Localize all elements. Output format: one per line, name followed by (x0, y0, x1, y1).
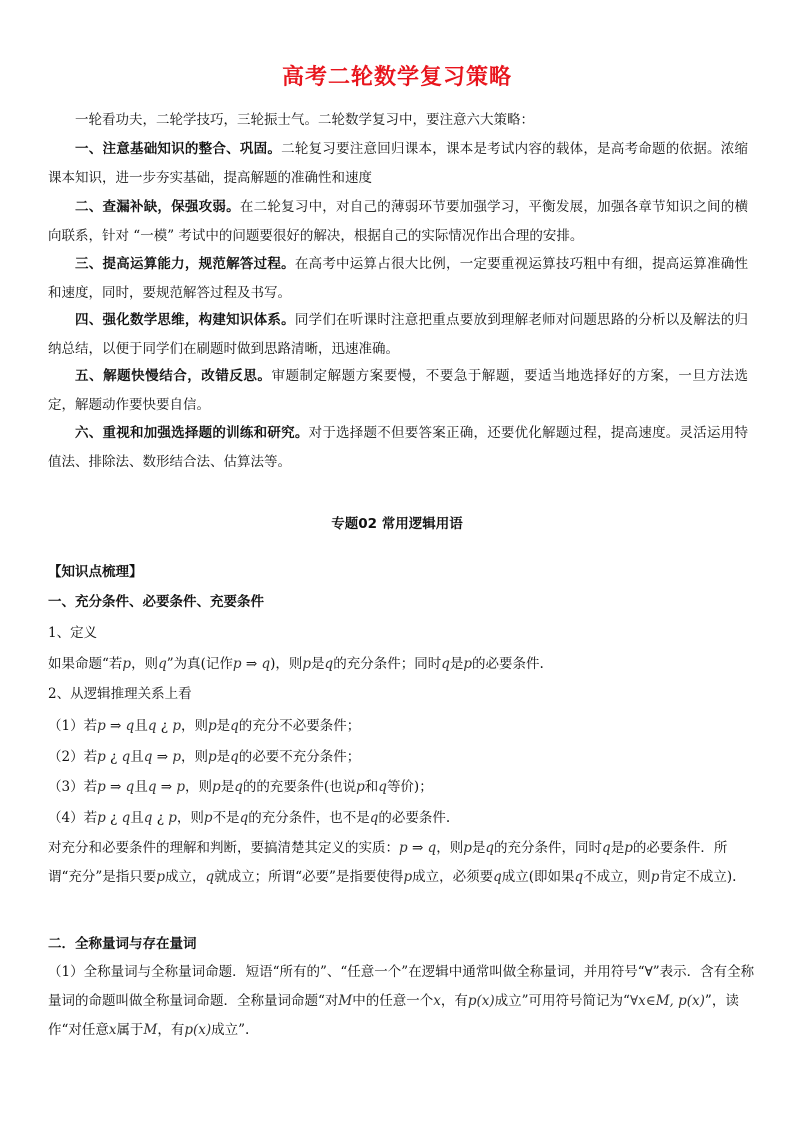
text-fragment: 是 (216, 749, 231, 765)
math-p: p (97, 810, 106, 826)
math-q: q (158, 656, 167, 672)
strategy-text: 审题制定解题方案要慢，不要急于解题，要适当地选择好的方案，一旦方法选定，解题动作要快要自信。 (48, 368, 749, 413)
math-q: q (234, 779, 243, 795)
text-fragment: 的充分不必要条件； (238, 718, 361, 734)
text-fragment: 是 (610, 840, 625, 856)
case-line (48, 808, 760, 828)
text-fragment: 是 (311, 656, 325, 672)
math-operator: ¿ (160, 718, 169, 734)
strategy-text: 二轮复习要注意回归课本，课本是考试内容的载体，是高考命题的依据。浓缩课本知识，进一步夯实基础，提高解题的准确性和速度 (48, 141, 748, 186)
section-heading: 二．全称量词与存在量词 (48, 936, 197, 952)
strategy-heading: 一、注意基础知识的整合、巩固。 (75, 141, 282, 157)
section-heading: 一、充分条件、必要条件、充要条件 (48, 594, 264, 610)
text-fragment: 是 (471, 840, 486, 856)
text-fragment: ”为真(记作 (166, 656, 233, 672)
math-p: p (97, 779, 106, 795)
quantifier-paragraph (48, 958, 760, 1045)
math-p: p (203, 810, 213, 826)
text-fragment: 成立，必须要 (412, 869, 494, 885)
strategy-paragraph (48, 135, 748, 193)
math-q: q (147, 779, 157, 795)
math-q: q (378, 779, 387, 795)
strategy-heading: 六、重视和加强选择题的训练和研究。 (75, 425, 309, 441)
page-title: 高考二轮数学复习策略 (281, 65, 512, 90)
math-M: M (338, 993, 353, 1009)
text-fragment: 就成立；所谓“必要”是指要使得 (214, 869, 404, 885)
text-fragment: 的的充要条件(也说 (242, 779, 357, 795)
strategy-text: 同学们在听课时注意把重点要放到理解老师对问题思路的分析以及解法的归纳总结，以便于同学们在刷题时做到思路清晰，迅速准确。 (48, 312, 749, 357)
math-operator: ⇒ (110, 718, 122, 734)
math-operator: ⇒ (110, 779, 122, 795)
math-q: q (125, 718, 135, 734)
text-fragment: ，有 (440, 993, 468, 1009)
math-q: q (125, 779, 135, 795)
math-q: q (493, 869, 502, 885)
definition-text: 如果命题“若p，则q”为真(记作p ⇒ q)，则p是q的充分条件；同时q是p的必要条件. (48, 656, 544, 672)
math-q: q (143, 810, 153, 826)
math-p: p (172, 749, 181, 765)
text-fragment: 的必要条件. (378, 810, 451, 826)
math-p: p (463, 840, 472, 856)
text-fragment: ，则 (180, 749, 208, 765)
text-fragment: 且 (134, 718, 148, 734)
strategy-paragraph (48, 193, 748, 251)
math-p: p (122, 656, 132, 672)
text-fragment: 是 (449, 656, 464, 672)
text-fragment: 的充分条件，也不是 (248, 810, 370, 826)
case-line (48, 747, 760, 767)
text-fragment: 如果命题“若 (48, 656, 123, 672)
text-fragment: ，则 (131, 656, 159, 672)
text-fragment: ，有 (157, 1022, 185, 1038)
text-fragment: 和 (364, 779, 379, 795)
text-fragment: 是 (216, 718, 231, 734)
text-fragment: 对充分和必要条件的理解和判断，要搞清楚其定义的实质： (48, 840, 399, 856)
math-p: p (168, 810, 177, 826)
text-fragment: ”表示．含有全称量词的命题叫做全称量词命题．全称量词命题“对 (48, 964, 755, 1009)
math-p: p (624, 840, 633, 856)
intro-paragraph: 一轮看功夫，二轮学技巧，三轮振士气。二轮数学复习中，要注意六大策略： (75, 112, 534, 128)
math-q: q (121, 810, 131, 826)
math-operator: ¿ (156, 810, 164, 826)
math-M: M (143, 1022, 158, 1038)
math-q: q (369, 810, 379, 826)
text-fragment: ，则 (436, 840, 464, 856)
strategy-paragraph (48, 250, 748, 308)
math-q: q (143, 749, 153, 765)
math-p: p (356, 779, 365, 795)
text-fragment: 且 (134, 779, 148, 795)
strategy-paragraph (48, 306, 748, 364)
math-q: q (205, 869, 215, 885)
math-q: q (324, 656, 334, 672)
math-p: p (156, 869, 165, 885)
text-fragment: 的充分条件；同时 (333, 656, 442, 672)
math-operator: ¿ (110, 749, 118, 765)
math-operator: ⇒ (160, 779, 173, 795)
math-px: p(x) (184, 1022, 212, 1038)
text-fragment: 且 (130, 810, 144, 826)
strategy-text: 在二轮复习中，对自己的薄弱环节要加强学习，平衡发展，加强各章节知识之间的横向联系，针对 “一模” 考试中的问题要很好的解决，根据自己的实际情况作出合理的安排。 (48, 199, 748, 244)
math-operator: ⇒ (156, 749, 169, 765)
text-fragment: ，则 (180, 718, 208, 734)
strategy-text: 对于选择题不但要答案正确，还要优化解题过程，提高速度。灵活运用特值法、排除法、数形结合法、估算法等。 (48, 425, 749, 470)
text-fragment: 成立”可用符号简记为“ (494, 993, 630, 1009)
math-px: p(x) (467, 993, 495, 1009)
text-fragment: ，则 (185, 779, 213, 795)
math-p: p (463, 656, 473, 672)
math-q: q (441, 656, 450, 672)
topic-title: 专题02 常用逻辑用语 (331, 516, 463, 532)
math-p: p (97, 718, 106, 734)
text-fragment: 且 (130, 749, 144, 765)
math-p: p (176, 779, 186, 795)
text-fragment: 成立(即如果 (501, 869, 575, 885)
math-q: q (230, 718, 239, 734)
strategy-heading: 二、查漏补缺，保强攻弱。 (75, 199, 240, 215)
math-q: q (602, 840, 611, 856)
math-p: p (172, 718, 181, 734)
judgement-paragraph: 对充分和必要条件的理解和判断，要搞清楚其定义的实质：p ⇒ q，则p是q的充分条件，同时q是p的必要条件．所谓“充分”是指只要p成立，q就成立；所谓“必要”是指要使得p成立，必须要q成立(即如果q不成立，则p肯定不成立). (48, 840, 737, 885)
text-fragment: 的充分条件，同时 (494, 840, 603, 856)
text-fragment: ”，读作“对任意 (48, 993, 739, 1038)
math-p: p (207, 718, 217, 734)
math-formula: ∀x∈M, p(x) (629, 993, 705, 1009)
text-fragment: 的必要条件．所谓“充分”是指只要 (48, 840, 728, 885)
math-x: x (433, 993, 441, 1009)
text-fragment: （4）若 (48, 810, 98, 826)
text-fragment: 中的任意一个 (352, 993, 434, 1009)
definition-heading: 1、定义 (48, 625, 98, 641)
text-fragment: 不是 (212, 810, 240, 826)
math-q: q (485, 840, 495, 856)
section-label: 【知识点梳理】 (48, 564, 143, 580)
math-p: p (302, 656, 312, 672)
math-q: q (121, 749, 131, 765)
text-fragment: 成立”. (211, 1022, 250, 1038)
text-fragment: （1）全称量词与全称量词命题．短语“所有的”、“任意一个”在逻辑中通常叫做全称量词，并用符号“ (48, 964, 645, 980)
strategy-paragraph (48, 419, 748, 477)
math-q: q (574, 869, 584, 885)
math-p: p (399, 840, 408, 856)
strategy-heading: 五、解题快慢结合，改错反思。 (75, 368, 272, 384)
math-q: q (230, 749, 239, 765)
math-p: p (212, 779, 221, 795)
text-fragment: 等价)； (386, 779, 433, 795)
math-q: q (261, 656, 271, 672)
text-fragment: )，则 (270, 656, 303, 672)
math-q: q (239, 810, 249, 826)
case-line (48, 716, 760, 736)
math-x: x (108, 1022, 117, 1038)
text-fragment: 是 (220, 779, 235, 795)
forall-symbol: ∀ (644, 964, 653, 980)
math-p: p (232, 656, 242, 672)
math-p: p (97, 749, 106, 765)
text-fragment: 肯定不成立). (659, 869, 737, 885)
text-fragment: 成立， (164, 869, 206, 885)
math-p: p (403, 869, 413, 885)
text-fragment: 不成立，则 (583, 869, 651, 885)
text-fragment: 的必要不充分条件； (238, 749, 361, 765)
math-operator: ¿ (110, 810, 118, 826)
text-fragment: （2）若 (48, 749, 98, 765)
strategy-heading: 四、强化数学思维，构建知识体系。 (75, 312, 295, 328)
text-fragment: 的必要条件. (472, 656, 544, 672)
strategy-paragraph (48, 362, 748, 420)
math-p: p (207, 749, 217, 765)
strategy-text: 在高考中运算占很大比例，一定要重视运算技巧粗中有细，提高运算准确性和速度，同时，要规范解答过程及书写。 (48, 256, 749, 301)
math-q: q (427, 840, 437, 856)
math-p: p (650, 869, 660, 885)
case-line (48, 777, 760, 797)
logic-heading: 2、从逻辑推理关系上看 (48, 686, 192, 702)
text-fragment: （3）若 (48, 779, 98, 795)
math-q: q (147, 718, 157, 734)
text-fragment: ，则 (176, 810, 204, 826)
text-fragment: （1）若 (48, 718, 98, 734)
text-fragment: 属于 (116, 1022, 144, 1038)
strategy-heading: 三、提高运算能力，规范解答过程。 (75, 256, 295, 272)
